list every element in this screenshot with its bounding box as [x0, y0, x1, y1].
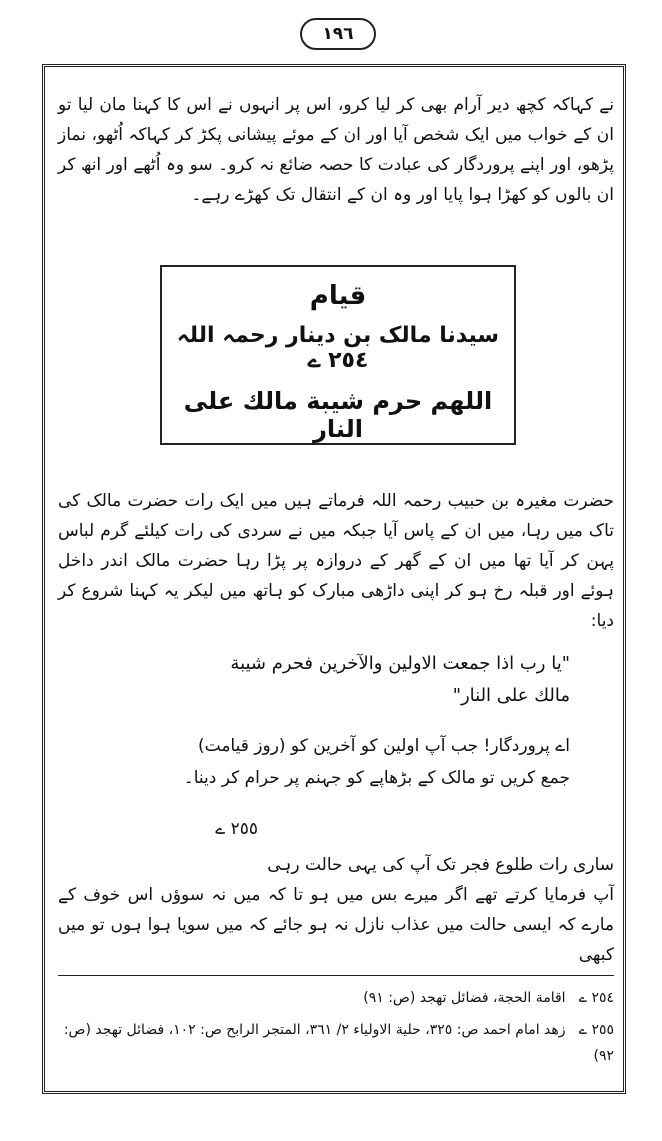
section-arabic-heading: اللهم حرم شيبة مالك على النار [183, 387, 493, 443]
footnote-254 [58, 985, 614, 1011]
footnote-number: ٢٥٥ ے [578, 1022, 614, 1038]
paragraph-3-rest: آپ فرمایا کرتے تھے اگر میرے بس میں ہو تا کہ میں نہ سوؤں اس خوف کے مارے کہ ایسی حالت میں عذاب نازل نہ ہو جائے کہ میں سویا ہوا ہوں تو میں کبھی [58, 885, 614, 965]
section-subtitle: سیدنا مالک بن دینار رحمہ اللہ ٢٥٤ ے [176, 323, 500, 373]
paragraph-2: حضرت مغیرہ بن حبیب رحمہ اللہ فرماتے ہیں میں ایک رات حضرت مالک کی تاک میں رہا، میں ان کے پاس آیا جبکہ میں نے سردی کی رات کیلئے گرم لباس پہن کر آیا تھا میں ان کے گھر کے دروازہ پر پڑا رہا حضرت مالک اندر داخل ہوئے اور قبلہ رخ ہو کر اپنی داڑھی مبارک کو ہاتھ میں لیکر یہ کہنا شروع کر دیا: [58, 491, 614, 631]
page-number: ١٩٦ [300, 18, 376, 50]
footnote-text: اقامة الحجة، فضائل تهجد (ص: ٩١) [363, 990, 566, 1006]
footnote-255 [58, 1017, 614, 1069]
footnote-divider [58, 975, 614, 976]
footnote-text: زهد امام احمد ص: ٣٢٥، حلية الاولياء ٢/ ٣٦١، المتجر الرابح ص: ١٠٢، فضائل تهجد (ص: ٩٢) [63, 1022, 614, 1064]
footnote-number: ٢٥٤ ے [578, 990, 614, 1006]
arabic-quote [150, 648, 570, 712]
paragraph-1: نے کہاکہ کچھ دیر آرام بھی کر لیا کرو، اس پر انہوں نے اس کا کہنا مان لیا تو ان کے خواب میں ایک شخص آیا اور ان کے موئے پیشانی پکڑ کر کہاکہ اُٹھو، نماز پڑھو، اور اپنے پروردگار کی عبادت کا حصہ ضائع نہ کرو۔ سو وہ اُٹھے اور انھ کر ان بالوں کو کھڑا ہوا پایا اور وہ ان کے انتقال تک کھڑے رہے۔ [58, 95, 614, 205]
paragraph-3 [58, 850, 614, 970]
arabic-quote-line-2: مالك على النار" [452, 685, 570, 706]
paragraph-3-line-1: ساری رات طلوع فجر تک آپ کی یہی حالت رہی [267, 855, 614, 875]
urdu-translation [150, 730, 570, 794]
translation-line-1: اے پروردگار! جب آپ اولین کو آخرین کو (روز قیامت) [198, 736, 570, 756]
section-heading-box [160, 265, 516, 445]
translation-line-2: جمع کریں تو مالک کے بڑھاپے کو جہنم پر حرام کر دینا۔ [183, 768, 570, 788]
section-title: قیام [309, 281, 367, 311]
arabic-quote-line-1: "یا رب اذا جمعت الاولین والآخرین فحرم شیبة [230, 653, 570, 674]
footnote-marker-255: ٢٥٥ ے [215, 819, 258, 839]
